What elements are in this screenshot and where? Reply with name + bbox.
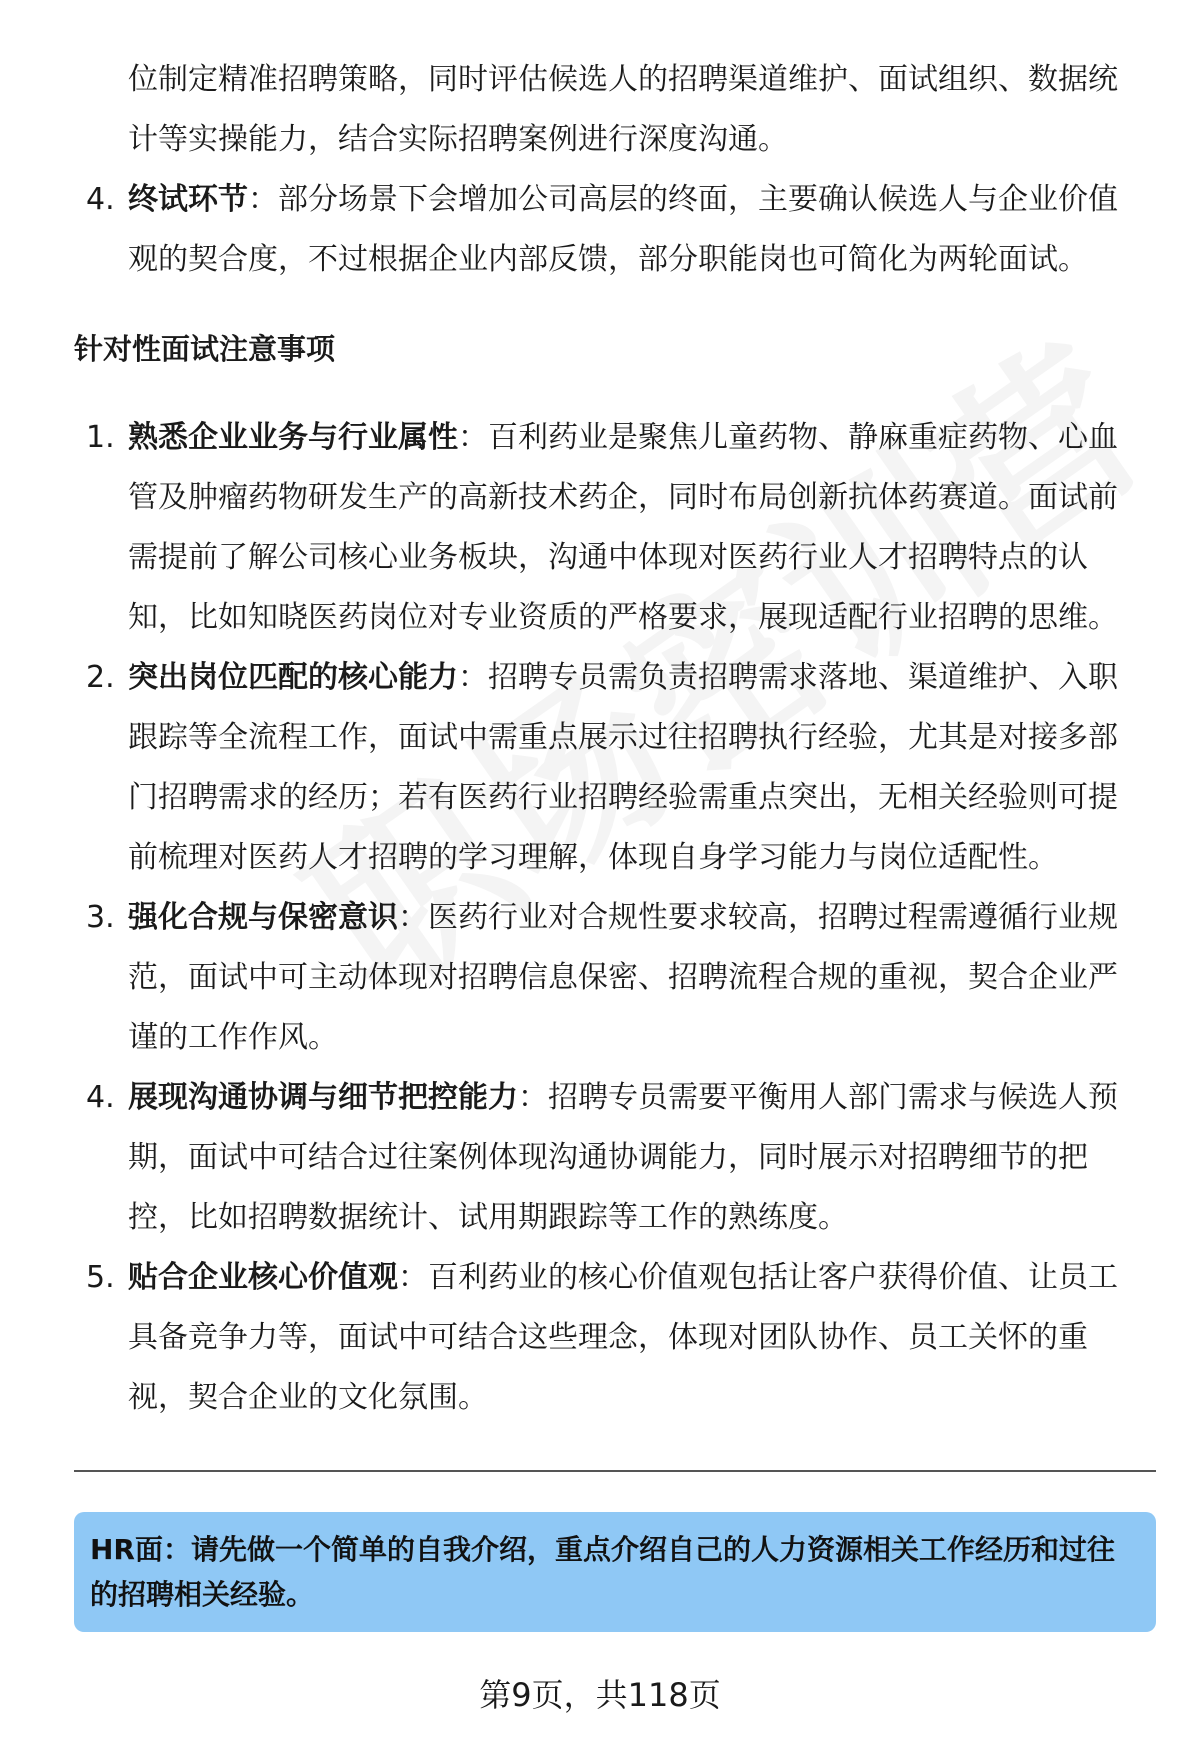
page-footer: 第9页，共118页 [479,1676,721,1714]
list-item-body [128,648,1143,888]
continued-paragraph: 位制定精准招聘策略，同时评估候选人的招聘渠道维护、面试组织、数据统计等实操能力，结合实际招聘案例进行深度沟通。 [128,62,1118,157]
list-item-label: 展现沟通协调与细节把控能力 [128,1080,518,1115]
list-item-text: ：百利药业的核心价值观包括让客户获得价值、让员工具备竞争力等，面试中可结合这些理念，体现对团队协作、员工关怀的重视，契合企业的文化氛围。 [128,1260,1118,1415]
list-item-label: 贴合企业核心价值观 [128,1260,398,1295]
hr-question-callout: HR面：请先做一个简单的自我介绍，重点介绍自己的人力资源相关工作经历和过往的招聘相关经验。 [74,1512,1156,1632]
list-item-label: 熟悉企业业务与行业属性 [128,420,458,455]
list-item-text: ：招聘专员需负责招聘需求落地、渠道维护、入职跟踪等全流程工作，面试中需重点展示过往招聘执行经验，尤其是对接多部门招聘需求的经历；若有医药行业招聘经验需重点突出，无相关经验则可提前梳理对医药人才招聘的学习理解，体现自身学习能力与岗位适配性。 [128,660,1118,875]
divider [74,1470,1156,1472]
list-number: 3. [86,900,115,935]
list-item-body [128,1248,1143,1428]
list-item-body [128,170,1143,290]
list-item-label: 强化合规与保密意识 [128,900,398,935]
list-number: 4. [86,1080,115,1115]
list-item-body [128,408,1143,648]
section-heading: 针对性面试注意事项 [74,332,336,366]
list-number: 4. [86,182,115,217]
list-item-text: ：部分场景下会增加公司高层的终面，主要确认候选人与企业价值观的契合度，不过根据企业内部反馈，部分职能岗也可简化为两轮面试。 [128,182,1118,277]
list-number: 2. [86,660,115,695]
list-item-text: ：医药行业对合规性要求较高，招聘过程需遵循行业规范，面试中可主动体现对招聘信息保密、招聘流程合规的重视，契合企业严谨的工作作风。 [128,900,1118,1055]
list-number: 5. [86,1260,115,1295]
list-item-text: ：百利药业是聚焦儿童药物、静麻重症药物、心血管及肿瘤药物研发生产的高新技术药企，同时布局创新抗体药赛道。面试前需提前了解公司核心业务板块，沟通中体现对医药行业人才招聘特点的认知，比如知晓医药岗位对专业资质的严格要求，展现适配行业招聘的思维。 [128,420,1118,635]
list-number: 1. [86,420,115,455]
list-item-body [128,1068,1143,1248]
list-item-label: 终试环节 [128,182,248,217]
list-item-label: 突出岗位匹配的核心能力 [128,660,458,695]
list-item-text: ：招聘专员需要平衡用人部门需求与候选人预期，面试中可结合过往案例体现沟通协调能力，同时展示对招聘细节的把控，比如招聘数据统计、试用期跟踪等工作的熟练度。 [128,1080,1118,1235]
list-item-body [128,888,1143,1068]
